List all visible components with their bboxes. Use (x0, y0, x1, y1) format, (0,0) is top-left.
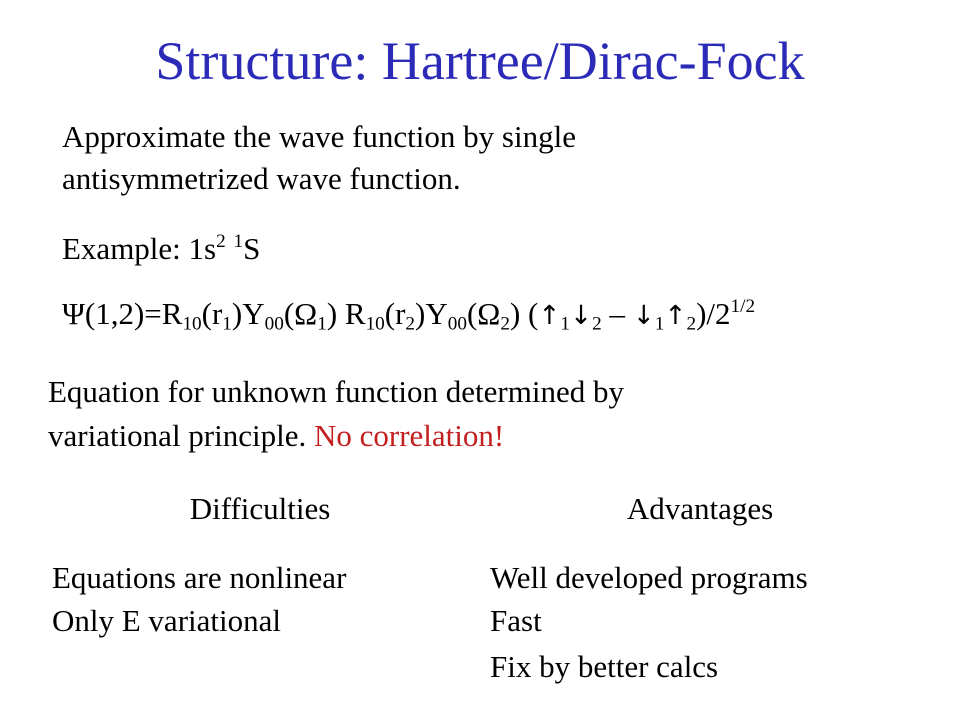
eq-sub: 2 (500, 313, 510, 335)
intro-line-2: antisymmetrized wave function. (62, 161, 461, 196)
psi-symbol: Ψ (62, 296, 85, 331)
eq-part: )Y (231, 296, 265, 331)
eq-part: (1,2)=R (84, 296, 183, 331)
eq-sub: 2 (686, 313, 697, 335)
eq-sub: 1 (654, 313, 665, 335)
down-arrow-icon: ↓ (632, 301, 655, 331)
advantage-item: Fix by better calcs (490, 649, 719, 684)
difficulties-heading: Difficulties (189, 491, 331, 526)
equation-line-2 (48, 415, 504, 457)
eq-part: (Ω (466, 296, 501, 331)
eq-sub: 10 (182, 313, 202, 335)
eq-part: – (601, 296, 633, 331)
eq-part: (r (201, 296, 223, 331)
up-arrow-icon: ↑ (538, 301, 561, 331)
example-line (62, 228, 260, 270)
advantage-item: Well developed programs (490, 560, 808, 595)
advantage-item: Fast (490, 603, 542, 638)
eq-sub: 00 (447, 313, 467, 335)
wavefunction-equation (62, 293, 755, 337)
eq-part: (r (384, 296, 406, 331)
eq-part: ) ( (509, 296, 539, 331)
eq-sub: 2 (405, 313, 416, 335)
eq-sub: 1 (560, 313, 571, 335)
up-arrow-icon: ↑ (664, 301, 687, 331)
difficulty-item: Equations are nonlinear (52, 560, 347, 595)
eq-part: )Y (415, 296, 448, 331)
equation-line-1: Equation for unknown function determined by (48, 374, 624, 409)
eq-sup: 1/2 (730, 296, 756, 318)
slide-title: Structure: Hartree/Dirac-Fock (155, 31, 805, 91)
advantages-heading: Advantages (626, 491, 774, 526)
eq-part: (Ω (283, 296, 318, 331)
down-arrow-icon: ↓ (570, 301, 593, 331)
example-sup-1: 2 (216, 231, 226, 253)
example-label: Example: 1s (62, 231, 217, 266)
eq-sub: 10 (365, 313, 385, 335)
eq-sub: 1 (317, 313, 327, 335)
difficulty-item: Only E variational (52, 603, 281, 638)
eq-part: ) R (326, 296, 366, 331)
equation-line-2-prefix: variational principle. (48, 418, 314, 453)
intro-line-1: Approximate the wave function by single (62, 119, 576, 154)
example-sup-2: 1 (233, 231, 244, 253)
eq-sub: 00 (264, 313, 284, 335)
eq-sub: 2 (592, 313, 602, 335)
no-correlation-highlight: No correlation! (313, 418, 505, 453)
eq-sub: 1 (222, 313, 232, 335)
example-term: S (243, 231, 261, 266)
eq-part: )/2 (696, 296, 731, 331)
